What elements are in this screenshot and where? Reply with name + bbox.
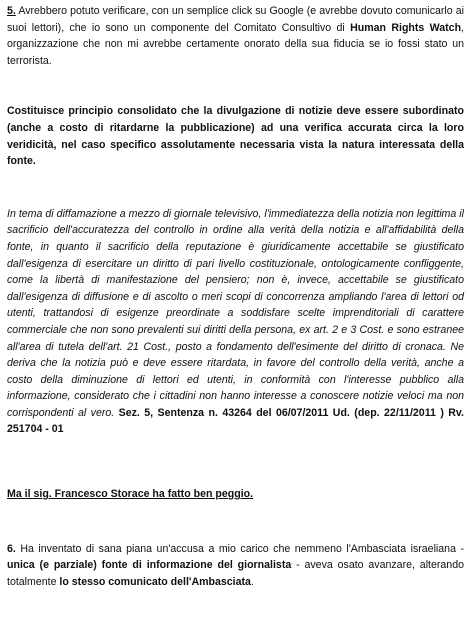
- paragraph-number-5: 5.: [7, 5, 16, 17]
- paragraph-6-text-1: Ha inventato di sana piana un'accusa a mio carico che nemmeno l'Ambasciata israeliana -: [15, 542, 464, 555]
- paragraph-6-text-2: - aveva osato avanzare, alterando totalmente: [7, 559, 464, 588]
- paragraph-5: [7, 3, 464, 69]
- paragraph-5-text-1: Avrebbero potuto verificare, con un semplice click su Google (e avrebbe dovuto comunicarlo ai suoi lettori), che io sono un componente del Comitato Consultivo di: [7, 5, 464, 34]
- section-heading: Ma il sig. Francesco Storace ha fatto ben peggio.: [7, 488, 254, 501]
- paragraph-6-bold-2: lo stesso comunicato dell'Ambasciata: [59, 575, 251, 588]
- paragraph-6-bold-1: unica (e parziale) fonte di informazione del giornalista: [7, 559, 292, 572]
- paragraph-number-6: 6.: [7, 542, 16, 555]
- quote-text: In tema di diffamazione a mezzo di giornale televisivo, l'immediatezza della notizia non legittima il sacrificio dell'accuratezza del controllo in ordine alla verità della notizia e all'affidabilità della fonte, in quanto il sacrificio della reputazione è giuridicamente accettabile se giustificato dall'esigenza di esercitare un diritto di pari livello costituzionale, ontologicamente confliggente, come la libertà di manifestazione del pensiero; non è, invece, accettabile se giustificato dall'esigenza di diffusione e di ascolto o meri scopi di concorrenza ampliando l'area di lettori od utenti, trattandosi di esigenze preordinate a soddisfare scelte imprenditoriali di carattere commerciale che non sono prevalenti sui diritti della persona, ex art. 2 e 3 Cost. e sono estranee all'area di tutela dell'art. 21 Cost., posto a fondamento dell'esimente del diritto di cronaca. Ne deriva che la notizia può e deve essere ritardata, in favore del controllo della verità, anche a costo della diminuzione di lettori ed utenti, in conformità con l'interesse pubblico alla informazione, considerato che i cittadini non hanno interesse a conoscere notizie veloci ma non corrispondenti al vero.: [7, 207, 464, 419]
- sentence-reference: Sez. 5, Sentenza n. 43264 del 06/07/2011 Ud. (dep. 22/11/2011 ) Rv. 251704 - 01: [7, 406, 464, 436]
- human-rights-watch-name: Human Rights Watch: [350, 21, 462, 34]
- paragraph-5-text-2: , organizzazione che non mi avrebbe certamente onorato della sua fiducia se io fossi stato un terrorista.: [7, 21, 464, 67]
- paragraph-6-text-3: .: [250, 575, 254, 588]
- paragraph-6: [7, 541, 464, 591]
- principle-paragraph: Costituisce principio consolidato che la divulgazione di notizie deve essere subordinato (anche a costo di ritardarne la pubblicazione) ad una verifica accurata circa la loro veridicità, nel caso specifico assolutamente necessaria vista la natura interessata della fonte.: [7, 105, 464, 168]
- jurisprudence-quote: [7, 206, 464, 438]
